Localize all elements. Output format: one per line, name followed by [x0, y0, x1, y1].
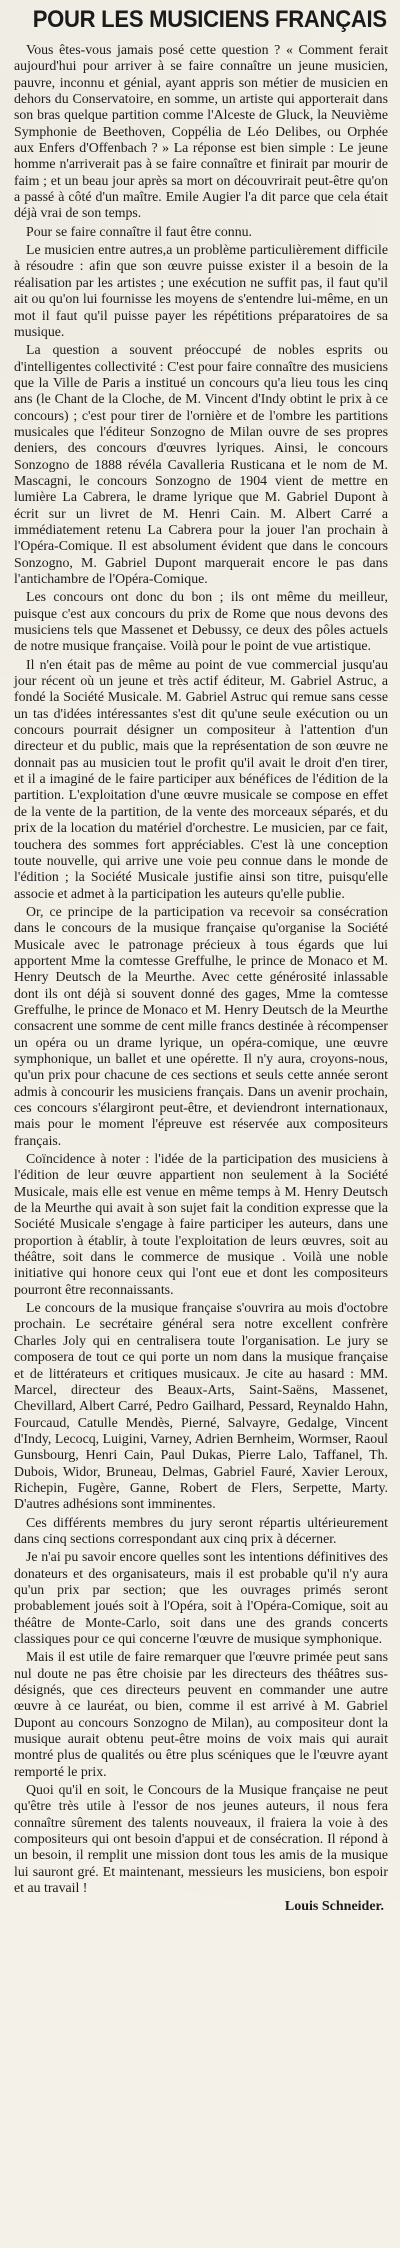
paragraph: Vous êtes-vous jamais posé cette question ? « Comment ferait aujourd'hui pour arriver à se faire connaître un jeune musicien, pauvre, inconnu et génial, ayant appris son métier de musicien en dehors du Conservatoire, en somme, un artiste qui apporterait dans son bras quelque partition comme l'Alceste de Gluck, la Neuvième Symphonie de Beethoven, Coppélia de Léo Delibes, ou Orphée aux Enfers d'Offenbach ? » La réponse est bien simple : Le jeune homme n'arriverait pas à se faire connaître et finirait par mourir de faim ; et un beau jour après sa mort on découvrirait peut-être qu'on a passé à côté d'un maître. Emile Augier l'a dit parce que cela était déjà vrai de son temps. [14, 42, 388, 221]
paragraph: Le musicien entre autres,a un problème particulièrement difficile à résoudre : afin que son œuvre puisse exister il a besoin de la réalisation par les artistes ; une exécution ne suffit pas, il faut qu'il ait ou qu'on lui fournisse les moyens de s'entendre lui-même, en un mot il faut qu'il puisse payer les répétitions préparatoires de sa musique. [14, 242, 388, 339]
paragraph: Quoi qu'il en soit, le Concours de la Musique française ne peut qu'être très utile à l'essor de nos jeunes auteurs, il nous fera connaître sûrement des talents nouveaux, il fraiera la voie à des compositeurs qui ont besoin d'appui et de consécration. Il répond à un besoin, il remplit une mission dont tous les amis de la musique lui sauront gré. Et maintenant, messieurs les musiciens, bon espoir et au travail ! [14, 1782, 388, 1896]
paragraph: Le concours de la musique française s'ouvrira au mois d'octobre prochain. Le secrétaire général sera notre excellent confrère Charles Joly qui en centralisera toute l'organisation. Le jury se composera de tout ce qui porte un nom dans la musique française et de littérateurs et critiques musicaux. Je cite au hasard : MM. Marcel, directeur des Beaux-Arts, Saint-Saëns, Massenet, Chevillard, Albert Carré, Pedro Gailhard, Pessard, Reynaldo Hahn, Fourcaud, Catulle Mendès, Pierné, Salvayre, Gedalge, Vincent d'Indy, Lecocq, Luigini, Varney, Adrien Bernheim, Wormser, Raoul Gunsbourg, Henri Cain, Paul Dukas, Pierre Lalo, Taffanel, Th. Dubois, Widor, Bruneau, Delmas, Gabriel Fauré, Xavier Leroux, Richepin, Fugère, Ganne, Robert de Flers, Serpette, Marty. D'autres adhésions sont imminentes. [14, 1300, 388, 1512]
paragraph: Or, ce principe de la participation va recevoir sa consécration dans le concours de la musique française qu'organise la Société Musicale avec le patronage précieux à tous égards que lui apportent Mme la comtesse Greffulhe, le prince de Monaco et M. Henry Deutsch de la Meurthe. Avec cette générosité inlassable dont ils ont déjà si souvent donné des gages, Mme la comtesse Greffulhe, le prince de Monaco et M. Henry Deutsch de la Meurthe consacrent une somme de cent mille francs destinée à récompenser un opéra ou un drame lyrique, un opéra-comique, une œuvre symphonique, un ballet et une opérette. Il n'y aura, croyons-nous, qu'un prix pour chacune de ces sections et seuls cette année seront admis à concourir les musiciens français. Dans un avenir prochain, ces concours s'élargiront peut-être, et deviendront internationaux, mais pour le moment l'épreuve est réservée aux compositeurs français. [14, 903, 388, 1148]
paragraph: Il n'en était pas de même au point de vue commercial jusqu'au jour récent où un jeune et très actif éditeur, M. Gabriel Astruc, a fondé la Société Musicale. M. Gabriel Astruc qui remue sans cesse un tas d'idées intéressantes s'est dit qu'une seule exécution ou un concours pourrait désigner un compositeur à l'attention d'un directeur et du public, mais que la représentation de son œuvre ne donnait pas au musicien tout le profit qu'il avait le droit d'en tirer, et il a imaginé de le faire participer aux bénéfices de l'édition de la partition. L'exploitation d'une œuvre musicale se compose en effet de la vente de la partition, de la vente des morceaux séparés, et du prix de la location du matériel d'orchestre. Le musicien, par ce fait, touchera des sommes fort appréciables. C'est là une conception toute nouvelle, qui arrive une voie peu connue dans le monde de l'édition ; la Société Musicale justifie ainsi son titre, puisqu'elle associe et admet à la participation les auteurs qu'elle publie. [14, 656, 388, 901]
paragraph: Ces différents membres du jury seront répartis ultérieurement dans cinq sections correspondant aux cinq prix à décerner. [14, 1514, 388, 1546]
paragraph: La question a souvent préoccupé de nobles esprits ou d'intelligentes collectivité : C'est pour faire connaître des musiciens que la Ville de Paris a institué un concours qu'a lieu tous les cinq ans (le Chant de la Cloche, de M. Vincent d'Indy obtint le prix à ce concours) ; c'est pour tirer de l'ornière et de l'ombre les partitions musicales que l'éditeur Sonzogno de Milan ouvre de ses propres deniers, des concours d'œuvres lyriques. Ainsi, le concours Sonzogno de 1888 révéla Cavalleria Rusticana et le nom de M. Mascagni, le concours Sonzogno de 1904 vient de mettre en lumière La Cabrera, le drame lyrique que M. Gabriel Dupont à écrit sur un livret de M. Henri Cain. M. Albert Carré a immédiatement retenu La Cabrera pour la jouer l'an prochain à l'Opéra-Comique. Il est absolument évident que dans le concours Sonzogno, M. Gabriel Dupont marquerait encore le pas dans l'antichambre de l'Opéra-Comique. [14, 342, 388, 586]
article-body [14, 42, 388, 1897]
author-signature: Louis Schneider. [284, 1898, 384, 1914]
paragraph: Coïncidence à noter : l'idée de la participation des musiciens à l'édition de leur œuvre appartient non seulement à la Société Musicale, mais elle est venue en même temps à M. Henry Deutsch de la Meurthe qui avait à son sujet fait la condition expresse que la Société Musicale s'engage à faire participer les auteurs, dans une proportion à établir, à toute l'exploitation de leurs œuvres, soit au théâtre, soit dans le commerce de musique . Voilà une noble initiative qui honore ceux qui l'ont eue et dont les compositeurs pourront être reconnaissants. [14, 1151, 388, 1297]
paragraph: Pour se faire connaître il faut être connu. [26, 223, 253, 239]
paragraph: Mais il est utile de faire remarquer que l'œuvre primée peut sans nul doute ne pas être choisie par les directeurs des théâtres sus-désignés, que ces directeurs peuvent en commander une autre œuvre à ce lauréat, ou bien, comme il est arrivé à M. Gabriel Dupont au concours Sonzogno de Milan), au compositeur dont la musique aurait obtenu peut-être moins de voix mais qui aurait montré plus de qualités ou être plus scéniques que le l'œuvre ayant remporté le prix. [14, 1649, 388, 1779]
paragraph: Les concours ont donc du bon ; ils ont même du meilleur, puisque c'est aux concours du prix de Rome que nous devons des musiciens tels que Massenet et Debussy, ce deux des pôles actuels de notre musique française. Voilà pour le point de vue artistique. [14, 589, 388, 654]
article-title: POUR LES MUSICIENS FRANÇAIS [32, 6, 387, 33]
paragraph: Je n'ai pu savoir encore quelles sont les intentions définitives des donateurs et des organisateurs, mais il est probable qu'il n'y aura qu'un prix par section; que les ouvrages primés seront probablement joués soit à l'Opéra, soit à l'Opéra-Comique, soit au théâtre de Monte-Carlo, soit dans une des grands concerts classiques pour ce qui concerne l'œuvre de musique symphonique. [14, 1549, 388, 1646]
